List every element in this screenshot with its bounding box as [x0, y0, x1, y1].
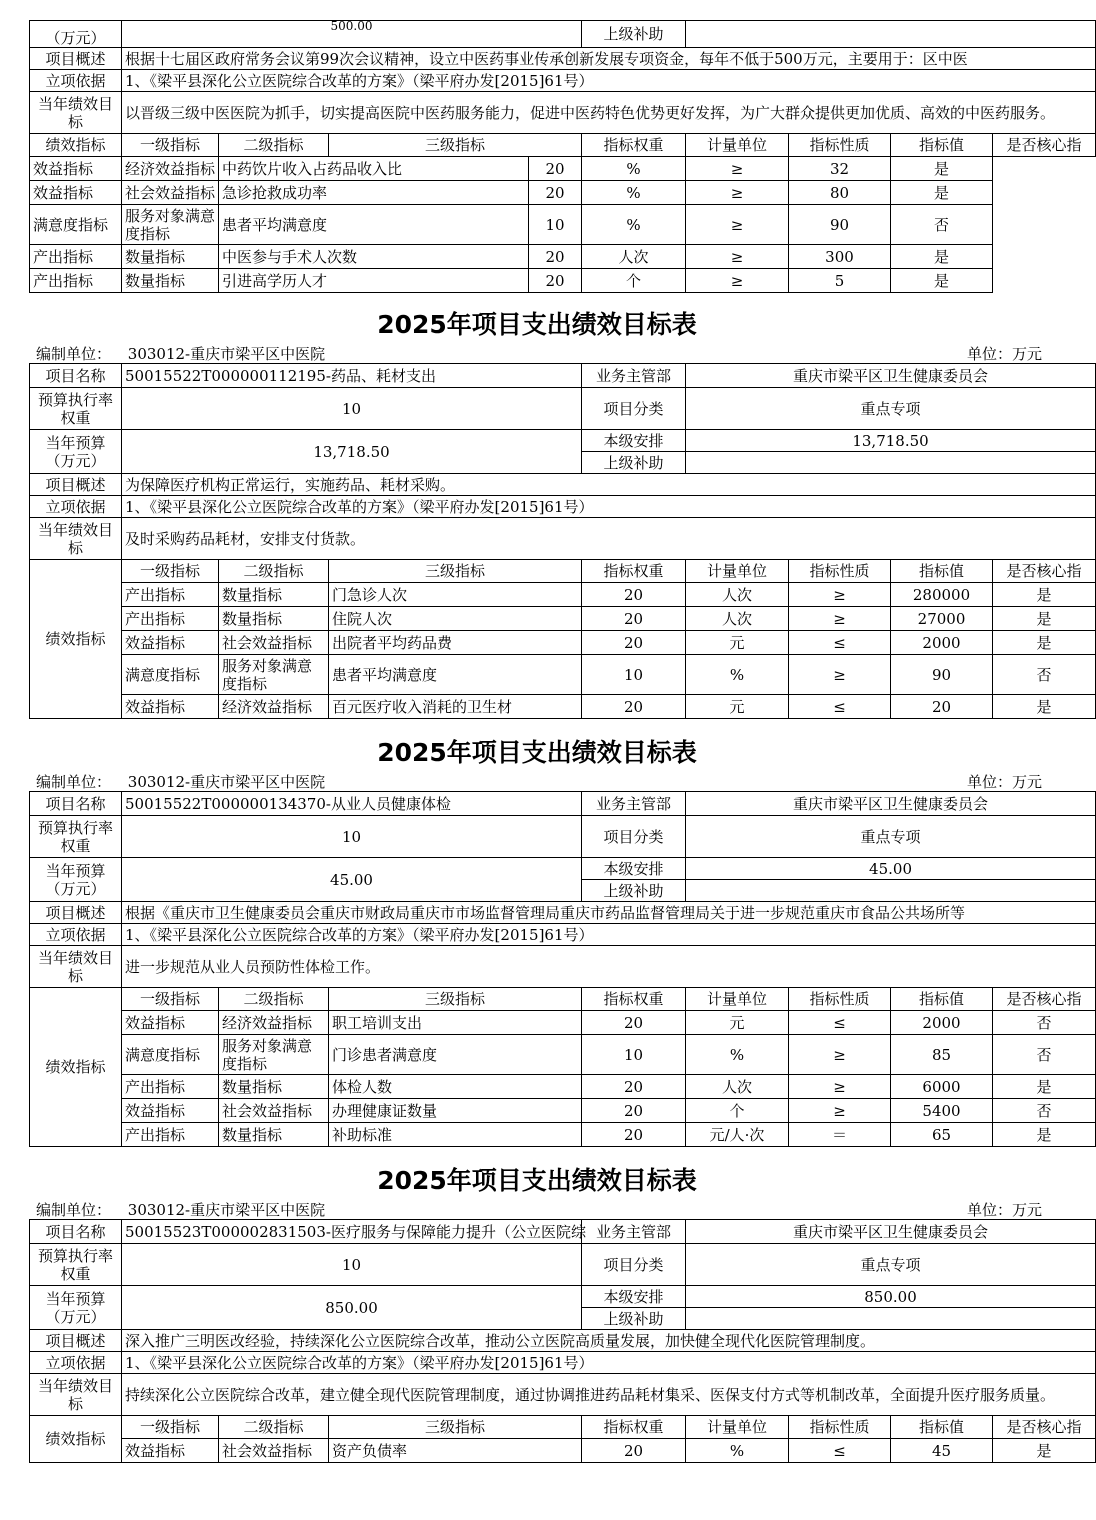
local-value: 45.00 [686, 858, 1096, 880]
indicator-l3: 患者平均满意度 [329, 655, 582, 695]
hdr-l3: 三级指标 [329, 1416, 582, 1439]
indicator-l2: 经济效益指标 [219, 1011, 329, 1035]
indicator-weight: 20 [529, 245, 582, 269]
indicator-core: 是 [891, 181, 993, 205]
indicator-nature: ≥ [686, 269, 789, 293]
indicator-value: 2000 [891, 631, 993, 655]
indicator-row [30, 205, 1096, 245]
indicator-core: 是 [993, 583, 1096, 607]
project-name: 50015523T000002831503-医疗服务与保障能力提升（公立医院综 [122, 1220, 582, 1244]
indicator-core: 是 [993, 695, 1096, 719]
hdr-weight: 指标权重 [582, 1416, 686, 1439]
dept-value: 重庆市梁平区卫生健康委员会 [686, 792, 1096, 816]
category-value: 重点专项 [686, 1244, 1096, 1286]
overview-label: 项目概述 [30, 474, 122, 496]
indicator-value: 45 [891, 1439, 993, 1463]
compiler-value: 303012-重庆市梁平区中医院 [127, 773, 326, 791]
indicator-l2: 数量指标 [219, 1075, 329, 1099]
category-label: 项目分类 [582, 1244, 686, 1286]
indicator-row [30, 655, 1096, 695]
target-label: 当年绩效目标 [30, 1374, 122, 1416]
indicator-l1: 效益指标 [30, 157, 122, 181]
hdr-nature: 指标性质 [789, 1416, 891, 1439]
dept-label: 业务主管部 [582, 1220, 686, 1244]
basis-label: 立项依据 [30, 924, 122, 946]
indicator-core: 否 [993, 655, 1096, 695]
indicator-row [30, 1075, 1096, 1099]
upper-value [686, 880, 1096, 902]
indicator-l2: 社会效益指标 [122, 181, 219, 205]
indicator-l1: 效益指标 [122, 631, 219, 655]
compiler-value: 303012-重庆市梁平区中医院 [127, 345, 326, 363]
target-label: 当年绩效目标 [30, 946, 122, 988]
hdr-l1: 一级指标 [122, 560, 219, 583]
compiler-label: 编制单位： [36, 1201, 112, 1219]
hdr-l1: 一级指标 [122, 1416, 219, 1439]
unit-label: 单位：万元 [966, 1201, 1042, 1219]
unit-label: 单位：万元 [966, 345, 1042, 363]
indicator-weight: 10 [582, 1035, 686, 1075]
section-meta [36, 343, 1042, 364]
indicator-l3: 门急诊人次 [329, 583, 582, 607]
indicator-weight: 20 [582, 1011, 686, 1035]
indicator-nature: ≥ [686, 157, 789, 181]
dept-value: 重庆市梁平区卫生健康委员会 [686, 1220, 1096, 1244]
hdr-weight: 指标权重 [582, 560, 686, 583]
indicator-l2: 数量指标 [219, 583, 329, 607]
indicator-weight: 20 [529, 181, 582, 205]
indicator-l1: 效益指标 [122, 1439, 219, 1463]
indicator-l1: 产出指标 [122, 1075, 219, 1099]
project-name: 50015522T000000112195-药品、耗材支出 [122, 364, 582, 388]
indicator-core: 是 [993, 631, 1096, 655]
indicator-weight: 20 [582, 695, 686, 719]
indicator-l3: 体检人数 [329, 1075, 582, 1099]
indicator-unit: % [686, 1439, 789, 1463]
indicator-l1: 满意度指标 [30, 205, 122, 245]
indicator-l1: 效益指标 [122, 1099, 219, 1123]
indicator-l3: 百元医疗收入消耗的卫生材 [329, 695, 582, 719]
upper-label: 上级补助 [582, 1308, 686, 1330]
indicator-unit: 个 [686, 1099, 789, 1123]
budget-value: 45.00 [122, 858, 582, 902]
hdr-weight: 指标权重 [582, 134, 686, 157]
indicator-row [30, 607, 1096, 631]
indicator-l2: 经济效益指标 [122, 157, 219, 181]
indicator-l3: 补助标准 [329, 1123, 582, 1147]
exec-label: 预算执行率权重 [30, 816, 122, 858]
indicator-unit: % [582, 157, 686, 181]
upper-label: 上级补助 [582, 452, 686, 474]
indicator-weight: 20 [582, 1123, 686, 1147]
local-value: 850.00 [686, 1286, 1096, 1308]
basis-value: 1、《梁平县深化公立医院综合改革的方案》（梁平府办发[2015]61号） [122, 496, 1096, 518]
section-table [29, 1219, 1096, 1463]
indicator-row [30, 1099, 1096, 1123]
indicator-weight: 20 [582, 607, 686, 631]
compiler-label: 编制单位： [36, 773, 112, 791]
indicator-nature: ≥ [686, 245, 789, 269]
indicator-row [30, 1011, 1096, 1035]
upper-value [686, 1308, 1096, 1330]
exec-value: 10 [122, 388, 582, 430]
indicator-l1: 效益指标 [122, 695, 219, 719]
target-value: 进一步规范从业人员预防性体检工作。 [122, 946, 1096, 988]
indicator-l1: 产出指标 [30, 269, 122, 293]
indicator-l3: 引进高学历人才 [219, 269, 529, 293]
perf-label: 绩效指标 [30, 134, 122, 157]
hdr-unit: 计量单位 [686, 1416, 789, 1439]
hdr-unit: 计量单位 [686, 134, 789, 157]
compiler-value: 303012-重庆市梁平区中医院 [127, 1201, 326, 1219]
overview-value: 为保障医疗机构正常运行，实施药品、耗材采购。 [122, 474, 1096, 496]
indicator-weight: 20 [582, 1439, 686, 1463]
indicator-core: 是 [891, 269, 993, 293]
indicator-l2: 社会效益指标 [219, 1439, 329, 1463]
indicator-l3: 出院者平均药品费 [329, 631, 582, 655]
indicator-l2: 社会效益指标 [219, 1099, 329, 1123]
hdr-core: 是否核心指 [993, 988, 1096, 1011]
indicator-core: 是 [993, 1075, 1096, 1099]
indicator-l1: 产出指标 [122, 607, 219, 631]
hdr-l1: 一级指标 [122, 988, 219, 1011]
hdr-nature: 指标性质 [789, 988, 891, 1011]
dept-label: 业务主管部 [582, 792, 686, 816]
indicator-row [30, 245, 1096, 269]
hdr-nature: 指标性质 [789, 134, 891, 157]
basis-value: 1、《梁平县深化公立医院综合改革的方案》（梁平府办发[2015]61号） [122, 70, 1096, 92]
indicator-value: 90 [891, 655, 993, 695]
indicator-row [30, 181, 1096, 205]
indicator-weight: 20 [582, 1075, 686, 1099]
indicator-value: 5 [789, 269, 891, 293]
indicator-core: 否 [891, 205, 993, 245]
indicator-l3: 职工培训支出 [329, 1011, 582, 1035]
indicator-unit: 人次 [686, 1075, 789, 1099]
indicator-weight: 20 [529, 157, 582, 181]
indicator-unit: 元 [686, 1011, 789, 1035]
indicator-unit: 个 [582, 269, 686, 293]
basis-value: 1、《梁平县深化公立医院综合改革的方案》（梁平府办发[2015]61号） [122, 1352, 1096, 1374]
indicator-unit: 人次 [686, 607, 789, 631]
indicator-value: 80 [789, 181, 891, 205]
category-value: 重点专项 [686, 816, 1096, 858]
indicator-l3: 办理健康证数量 [329, 1099, 582, 1123]
overview-label: 项目概述 [30, 48, 122, 70]
indicator-row [30, 269, 1096, 293]
indicator-weight: 20 [582, 1099, 686, 1123]
indicator-weight: 10 [582, 655, 686, 695]
indicator-value: 20 [891, 695, 993, 719]
hdr-value: 指标值 [891, 988, 993, 1011]
budget-label: （万元） [30, 21, 122, 48]
indicator-l2: 数量指标 [219, 1123, 329, 1147]
hdr-core: 是否核心指 [993, 560, 1096, 583]
indicator-nature: ≤ [789, 631, 891, 655]
exec-value: 10 [122, 816, 582, 858]
budget-value: 13,718.50 [122, 430, 582, 474]
indicator-row [30, 695, 1096, 719]
indicator-value: 300 [789, 245, 891, 269]
hdr-unit: 计量单位 [686, 988, 789, 1011]
top-partial-table [29, 20, 1096, 293]
indicator-row [30, 1035, 1096, 1075]
indicator-l1: 效益指标 [122, 1011, 219, 1035]
section-meta [36, 771, 1042, 792]
indicator-unit: 元/人·次 [686, 1123, 789, 1147]
indicator-l2: 服务对象满意度指标 [219, 655, 329, 695]
category-value: 重点专项 [686, 388, 1096, 430]
indicator-nature: ≤ [789, 695, 891, 719]
target-value: 持续深化公立医院综合改革，建立健全现代医院管理制度，通过协调推进药品耗材集采、医保支付方式等机制改革，全面提升医疗服务质量。 [122, 1374, 1096, 1416]
overview-value: 深入推广三明医改经验，持续深化公立医院综合改革，推动公立医院高质量发展，加快健全现代化医院管理制度。 [122, 1330, 1096, 1352]
hdr-l2: 二级指标 [219, 560, 329, 583]
indicator-l3: 门诊患者满意度 [329, 1035, 582, 1075]
indicator-nature: ≥ [789, 1075, 891, 1099]
basis-label: 立项依据 [30, 496, 122, 518]
indicator-core: 是 [891, 157, 993, 181]
indicator-weight: 20 [582, 583, 686, 607]
target-value: 以晋级三级中医医院为抓手，切实提高医院中医药服务能力，促进中医药特色优势更好发挥，为广大群众提供更加优质、高效的中医药服务。 [122, 92, 1096, 134]
indicator-value: 6000 [891, 1075, 993, 1099]
local-label: 本级安排 [582, 1286, 686, 1308]
indicator-l3: 住院人次 [329, 607, 582, 631]
section-title: 2025年项目支出绩效目标表 [377, 738, 697, 767]
exec-value: 10 [122, 1244, 582, 1286]
indicator-l3: 患者平均满意度 [219, 205, 529, 245]
indicator-value: 65 [891, 1123, 993, 1147]
indicator-unit: 元 [686, 631, 789, 655]
indicator-weight: 10 [529, 205, 582, 245]
indicator-nature: ≥ [686, 181, 789, 205]
project-name: 50015522T000000134370-从业人员健康体检 [122, 792, 582, 816]
budget-value: 500.00 [122, 21, 582, 48]
indicator-l1: 满意度指标 [122, 1035, 219, 1075]
name-label: 项目名称 [30, 792, 122, 816]
indicator-nature: ≥ [789, 1099, 891, 1123]
hdr-l3: 三级指标 [329, 988, 582, 1011]
hdr-l1: 一级指标 [122, 134, 219, 157]
indicator-value: 280000 [891, 583, 993, 607]
upper-label: 上级补助 [582, 21, 686, 48]
name-label: 项目名称 [30, 364, 122, 388]
section-meta [36, 1199, 1042, 1220]
indicator-l1: 满意度指标 [122, 655, 219, 695]
indicator-l1: 产出指标 [122, 1123, 219, 1147]
hdr-l3: 三级指标 [329, 134, 582, 157]
indicator-value: 27000 [891, 607, 993, 631]
indicator-value: 5400 [891, 1099, 993, 1123]
upper-label: 上级补助 [582, 880, 686, 902]
indicator-core: 是 [993, 1439, 1096, 1463]
indicator-l3: 急诊抢救成功率 [219, 181, 529, 205]
hdr-core: 是否核心指 [993, 1416, 1096, 1439]
indicator-row [30, 631, 1096, 655]
indicator-nature: ≤ [789, 1011, 891, 1035]
perf-label: 绩效指标 [30, 1416, 122, 1463]
indicator-unit: % [582, 205, 686, 245]
indicator-nature: ≥ [789, 607, 891, 631]
indicator-row [30, 1439, 1096, 1463]
indicator-l1: 产出指标 [122, 583, 219, 607]
overview-value: 根据《重庆市卫生健康委员会重庆市财政局重庆市市场监督管理局重庆市药品监督管理局关于进一步规范重庆市食品公共场所等 [122, 902, 1096, 924]
indicator-core: 否 [993, 1035, 1096, 1075]
indicator-unit: 元 [686, 695, 789, 719]
basis-label: 立项依据 [30, 1352, 122, 1374]
hdr-weight: 指标权重 [582, 988, 686, 1011]
section-table [29, 363, 1096, 719]
indicator-l2: 社会效益指标 [219, 631, 329, 655]
indicator-value: 32 [789, 157, 891, 181]
basis-label: 立项依据 [30, 70, 122, 92]
unit-label: 单位：万元 [966, 773, 1042, 791]
hdr-value: 指标值 [891, 134, 993, 157]
indicator-nature: ＝ [789, 1123, 891, 1147]
target-label: 当年绩效目标 [30, 92, 122, 134]
indicator-unit: % [582, 181, 686, 205]
category-label: 项目分类 [582, 816, 686, 858]
indicator-value: 2000 [891, 1011, 993, 1035]
indicator-l2: 服务对象满意度指标 [219, 1035, 329, 1075]
exec-label: 预算执行率权重 [30, 388, 122, 430]
category-label: 项目分类 [582, 388, 686, 430]
overview-value: 根据十七届区政府常务会议第99次会议精神，设立中医药事业传承创新发展专项资金，每年不低于500万元，主要用于：区中医 [122, 48, 1096, 70]
budget-label: 当年预算（万元） [30, 1286, 122, 1330]
indicator-unit: 人次 [582, 245, 686, 269]
hdr-nature: 指标性质 [789, 560, 891, 583]
indicator-value: 85 [891, 1035, 993, 1075]
overview-label: 项目概述 [30, 902, 122, 924]
indicator-l3: 资产负债率 [329, 1439, 582, 1463]
local-label: 本级安排 [582, 430, 686, 452]
section-title: 2025年项目支出绩效目标表 [377, 1166, 697, 1195]
indicator-unit: 人次 [686, 583, 789, 607]
section-title: 2025年项目支出绩效目标表 [377, 310, 697, 339]
local-label: 本级安排 [582, 858, 686, 880]
hdr-l3: 三级指标 [329, 560, 582, 583]
perf-label: 绩效指标 [30, 560, 122, 719]
hdr-l2: 二级指标 [219, 1416, 329, 1439]
hdr-core: 是否核心指 [993, 134, 1096, 157]
indicator-l2: 服务对象满意度指标 [122, 205, 219, 245]
section-table [29, 791, 1096, 1147]
overview-label: 项目概述 [30, 1330, 122, 1352]
hdr-l2: 二级指标 [219, 988, 329, 1011]
indicator-unit: % [686, 655, 789, 695]
indicator-nature: ≥ [789, 655, 891, 695]
indicator-core: 是 [993, 1123, 1096, 1147]
perf-label: 绩效指标 [30, 988, 122, 1147]
target-value: 及时采购药品耗材，安排支付货款。 [122, 518, 1096, 560]
indicator-row [30, 1123, 1096, 1147]
hdr-l2: 二级指标 [219, 134, 329, 157]
dept-value: 重庆市梁平区卫生健康委员会 [686, 364, 1096, 388]
budget-label: 当年预算（万元） [30, 858, 122, 902]
indicator-nature: ≤ [789, 1439, 891, 1463]
indicator-core: 是 [891, 245, 993, 269]
upper-value [686, 21, 1096, 48]
hdr-unit: 计量单位 [686, 560, 789, 583]
indicator-row [30, 583, 1096, 607]
hdr-value: 指标值 [891, 1416, 993, 1439]
indicator-core: 是 [993, 607, 1096, 631]
local-value: 13,718.50 [686, 430, 1096, 452]
indicator-value: 90 [789, 205, 891, 245]
indicator-row [30, 157, 1096, 181]
indicator-nature: ≥ [789, 1035, 891, 1075]
indicator-l3: 中药饮片收入占药品收入比 [219, 157, 529, 181]
indicator-l1: 产出指标 [30, 245, 122, 269]
indicator-core: 否 [993, 1011, 1096, 1035]
indicator-l2: 数量指标 [219, 607, 329, 631]
basis-value: 1、《梁平县深化公立医院综合改革的方案》（梁平府办发[2015]61号） [122, 924, 1096, 946]
indicator-l2: 数量指标 [122, 245, 219, 269]
upper-value [686, 452, 1096, 474]
indicator-weight: 20 [529, 269, 582, 293]
budget-label: 当年预算（万元） [30, 430, 122, 474]
indicator-l2: 数量指标 [122, 269, 219, 293]
hdr-value: 指标值 [891, 560, 993, 583]
indicator-l2: 经济效益指标 [219, 695, 329, 719]
exec-label: 预算执行率权重 [30, 1244, 122, 1286]
indicator-nature: ≥ [789, 583, 891, 607]
target-label: 当年绩效目标 [30, 518, 122, 560]
indicator-l1: 效益指标 [30, 181, 122, 205]
indicator-core: 否 [993, 1099, 1096, 1123]
compiler-label: 编制单位： [36, 345, 112, 363]
budget-value: 850.00 [122, 1286, 582, 1330]
indicator-l3: 中医参与手术人次数 [219, 245, 529, 269]
indicator-nature: ≥ [686, 205, 789, 245]
indicator-weight: 20 [582, 631, 686, 655]
indicator-unit: % [686, 1035, 789, 1075]
name-label: 项目名称 [30, 1220, 122, 1244]
dept-label: 业务主管部 [582, 364, 686, 388]
